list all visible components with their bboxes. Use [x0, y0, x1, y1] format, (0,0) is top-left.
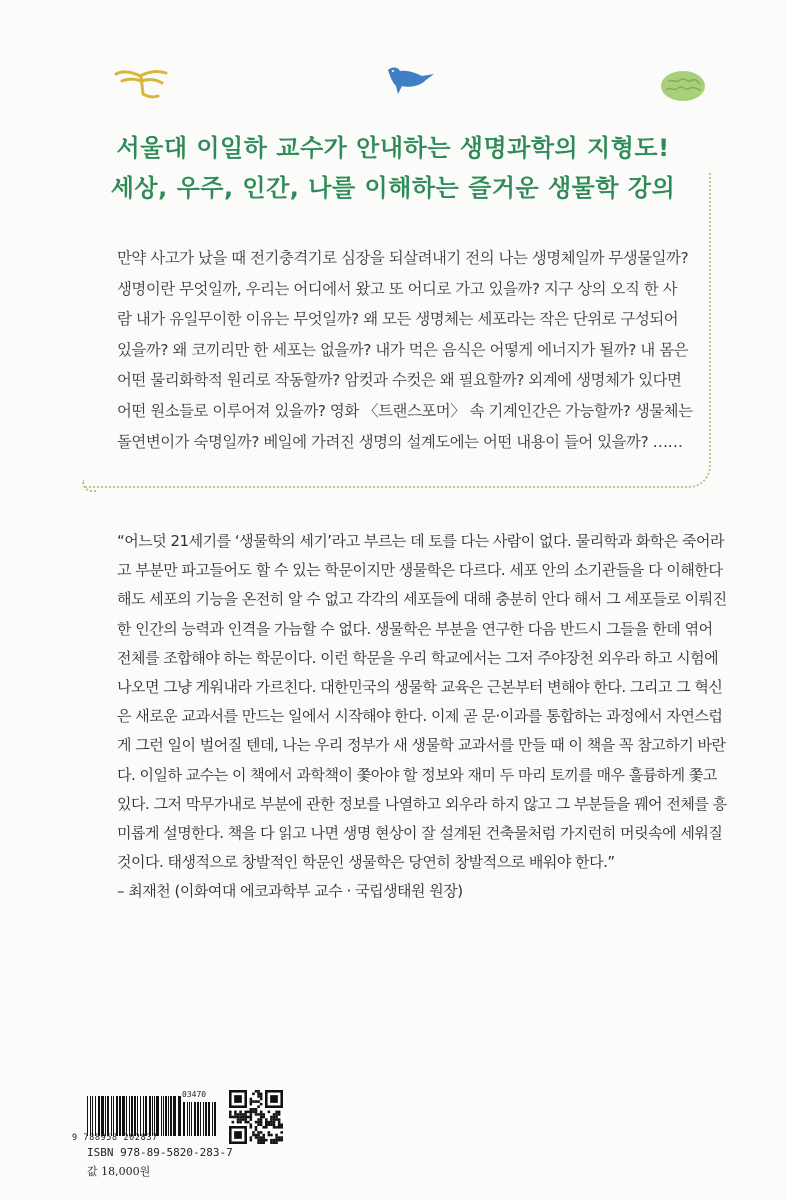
intro-line: 어떤 물리화학적 원리로 작동할까? 암컷과 수컷은 왜 필요할까? 외계에 생명체가 있다면: [117, 371, 682, 390]
review-line: 것이다. 태생적으로 창발적인 학문인 생물학은 당연히 창발적으로 배워야 한다.”: [117, 853, 615, 872]
review-line: 한 인간의 능력과 인격을 가늠할 수 없다. 생물학은 부분을 연구한 다음 반드시 그들을 한데 엮어: [117, 619, 713, 638]
intro-frame-corner: [82, 480, 96, 492]
intro-line: 만약 사고가 났을 때 전기충격기로 심장을 되살려내기 전의 나는 생명체일까 무생물일까?: [117, 249, 689, 267]
review-line: 게 그런 일이 벌어질 텐데, 나는 우리 정부가 새 생물학 교과서를 만들 때 이 책을 꼭 참고하기 바란: [117, 736, 726, 755]
review-line: 나오면 그냥 게워내라 가르친다. 대한민국의 생물학 교육은 근본부터 변해야 한다. 그리고 그 혁신: [117, 678, 723, 697]
bird-icon: [384, 64, 436, 96]
review-line: 해도 세포의 기능을 온전히 알 수 없고 각각의 세포들에 대해 충분히 안다 해서 그 세포들로 이뤄진: [117, 590, 727, 609]
review-line: “어느덧 21세기를 ‘생물학의 세기’라고 부르는 데 토를 다는 사람이 없다. 물리학과 화학은 죽어라: [117, 532, 725, 550]
review-quote: [117, 527, 727, 907]
headline-line-2: 세상, 우주, 인간, 나를 이해하는 즐거운 생물학 강의: [110, 174, 676, 202]
review-line: 다. 이일하 교수는 이 책에서 과학책이 쫓아야 할 정보와 재미 두 마리 토끼를 매우 훌륭하게 쫓고: [117, 765, 717, 784]
moth-icon: [112, 64, 170, 102]
intro-text: [117, 243, 717, 457]
price: 값 18,000원: [87, 1165, 151, 1178]
review-line: 고 부분만 파고들어도 할 수 있는 학문이지만 생물학은 다르다. 세포 안의 소기관들을 다 이해한다: [117, 561, 723, 580]
intro-line: 있을까? 왜 코끼리만 한 세포는 없을까? 내가 먹은 음식은 어떻게 에너지가 될까? 내 몸은: [117, 340, 689, 359]
qr-code-icon: [229, 1090, 283, 1144]
ean-barcode: [87, 1096, 181, 1136]
review-line: 은 새로운 교과서를 만드는 일에서 시작해야 한다. 이제 곧 문·이과를 통합하는 과정에서 자연스럽: [117, 707, 723, 726]
intro-line: 생명이란 무엇일까, 우리는 어디에서 왔고 또 어디로 가고 있을까? 지구 상의 오직 한 사: [117, 279, 678, 298]
intro-line: 돌연변이가 숙명일까? 베일에 가려진 생명의 설계도에는 어떤 내용이 들어 있을까? ……: [117, 432, 683, 451]
ean-digits: 9 788958 202837: [72, 1133, 158, 1143]
intro-line: 어떤 원소들로 이루어져 있을까? 영화 〈트랜스포머〉 속 기계인간은 가능할까? 생물체는: [117, 401, 693, 420]
headline-line-1: 서울대 이일하 교수가 안내하는 생명과학의 지형도!: [116, 134, 670, 162]
isbn: ISBN 978-89-5820-283-7: [87, 1146, 233, 1159]
review-line: 미롭게 설명한다. 책을 다 읽고 나면 생명 현상이 잘 설계된 건축물처럼 가지런히 머릿속에 세워질: [117, 824, 723, 843]
review-line: 있다. 그저 막무가내로 부분에 관한 정보를 나열하고 외우라 하지 않고 그 부분들을 꿰어 전체를 흥: [117, 794, 727, 813]
addon-barcode: [183, 1102, 216, 1136]
review-attribution: – 최재천 (이화여대 에코과학부 교수 · 국립생태원 원장): [117, 882, 463, 901]
addon-code: 03470: [182, 1090, 207, 1099]
intro-line: 람 내가 유일무이한 이유는 무엇일까? 왜 모든 생명체는 세포라는 작은 단위로 구성되어: [117, 310, 679, 329]
review-line: 전체를 조합해야 하는 학문이다. 이런 학문을 우리 학교에서는 그저 주야장천 외우라 하고 시험에: [117, 648, 719, 667]
brain-icon: [660, 70, 706, 102]
